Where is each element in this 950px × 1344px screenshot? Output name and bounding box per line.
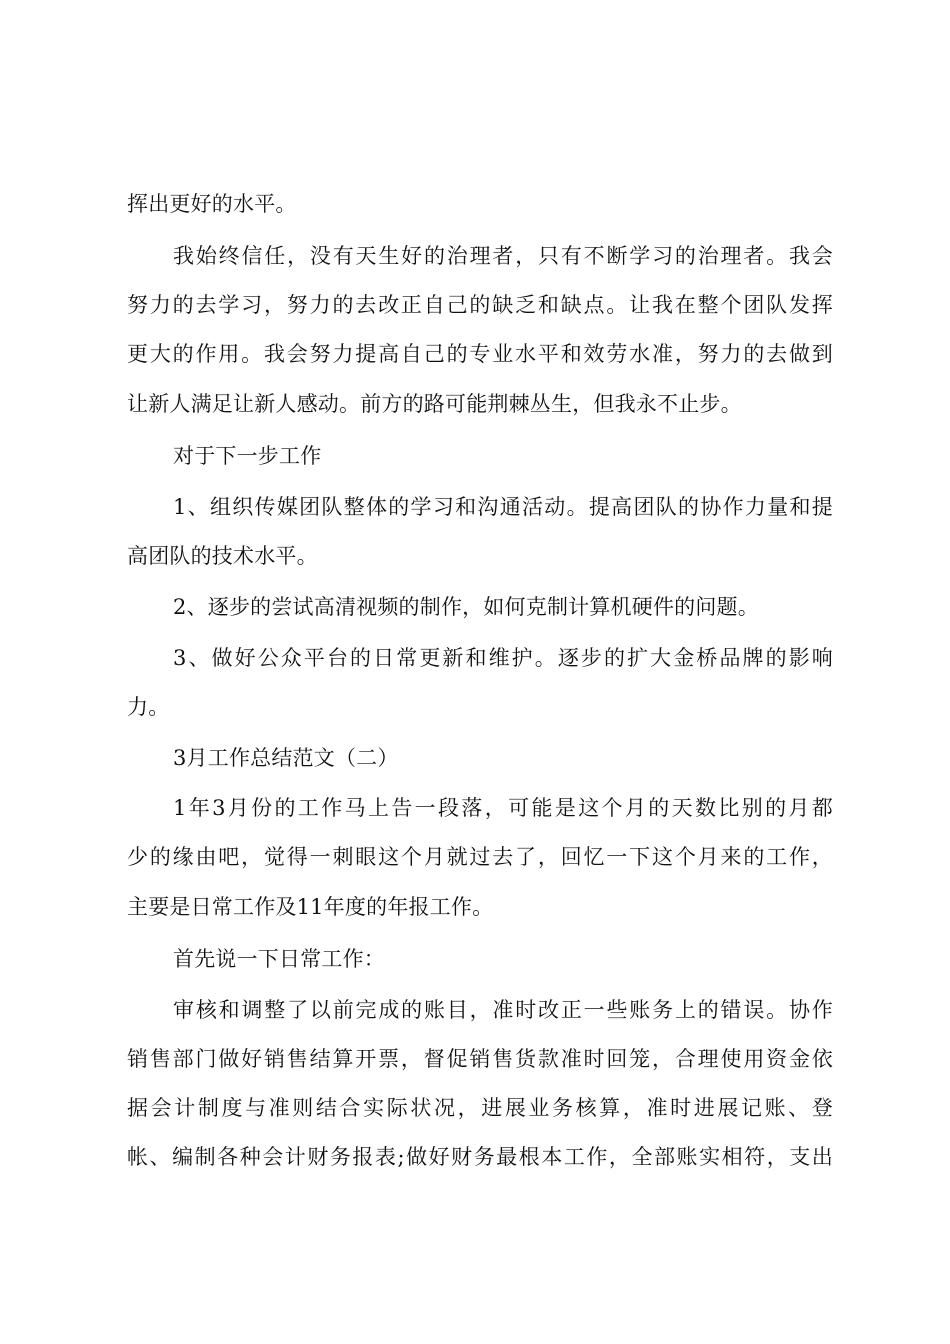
paragraph-line: 据会计制度与准则结合实际状况，进展业务核算，准时进展记账、登 xyxy=(127,1096,833,1120)
list-item-line: 3、做好公众平台的日常更新和维护。逐步的扩大金桥品牌的影响 xyxy=(173,646,833,670)
list-item-line: 2、逐步的尝试高清视频的制作，如何克制计算机硬件的问题。 xyxy=(173,595,759,619)
list-item-line: 力。 xyxy=(127,695,170,719)
paragraph-line: 审核和调整了以前完成的账目，准时改正一些账务上的错误。协作 xyxy=(173,998,833,1022)
section-heading: 对于下一步工作 xyxy=(173,444,322,468)
paragraph-line: 让新人满足让新人感动。前方的路可能荆棘丛生，但我永不止步。 xyxy=(127,392,742,416)
paragraph-line: 我始终信任，没有天生好的治理者，只有不断学习的治理者。我会 xyxy=(173,244,833,268)
list-item-line: 1、组织传媒团队整体的学习和沟通活动。提高团队的协作力量和提 xyxy=(173,495,833,519)
paragraph-line: 少的缘由吧，觉得一刺眼这个月就过去了，回忆一下这个月来的工作， xyxy=(127,845,833,869)
paragraph-line: 更大的作用。我会努力提高自己的专业水平和效劳水准，努力的去做到 xyxy=(127,342,833,366)
paragraph-line: 主要是日常工作及11年度的年报工作。 xyxy=(127,895,494,919)
paragraph-line: 帐、编制各种会计财务报表;做好财务最根本工作，全部账实相符，支出 xyxy=(127,1145,833,1169)
section-heading: 首先说一下日常工作： xyxy=(173,947,385,971)
paragraph-line: 努力的去学习，努力的去改正自己的缺乏和缺点。让我在整个团队发挥 xyxy=(127,293,833,317)
paragraph-line: 挥出更好的水平。 xyxy=(127,192,297,216)
paragraph-line: 1年3月份的工作马上告一段落，可能是这个月的天数比别的月都 xyxy=(173,796,833,820)
section-title: 3月工作总结范文（二） xyxy=(173,746,399,770)
paragraph-line: 销售部门做好销售结算开票，督促销售货款准时回笼，合理使用资金依 xyxy=(127,1047,833,1071)
list-item-line: 高团队的技术水平。 xyxy=(127,544,318,568)
